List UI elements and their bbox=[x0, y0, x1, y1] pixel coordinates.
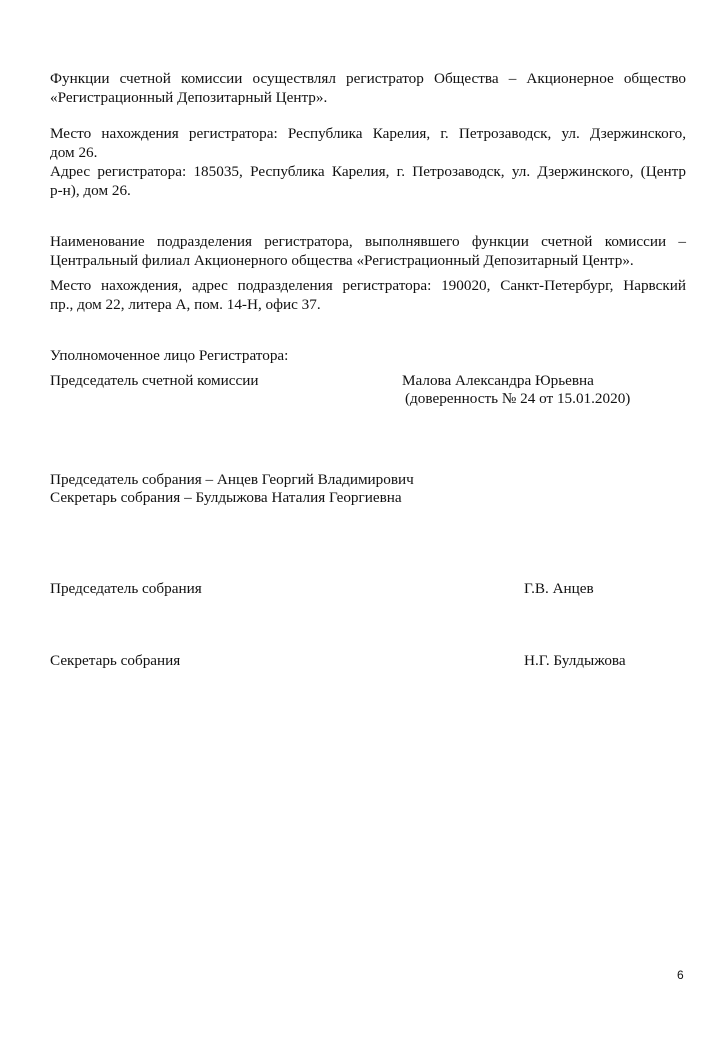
page-number: 6 bbox=[677, 968, 684, 982]
subdivision-address-paragraph bbox=[50, 276, 686, 314]
counting-commission-paragraph bbox=[50, 69, 686, 107]
secretary-signature-role: Секретарь собрания bbox=[50, 652, 181, 669]
secretary-signature-name: Н.Г. Булдыжова bbox=[524, 652, 626, 669]
subdivision-name-line-1: Наименование подразделения регистратора, выполнявшего функции счетной комиссии – bbox=[50, 233, 686, 250]
subdivision-address-line-1: Место нахождения, адрес подразделения регистратора: 190020, Санкт-Петербург, Нарвский bbox=[50, 277, 686, 294]
meeting-chairman-line: Председатель собрания – Анцев Георгий Владимирович bbox=[50, 471, 414, 488]
authorized-person-role: Председатель счетной комиссии bbox=[50, 372, 259, 389]
meeting-secretary-line: Секретарь собрания – Булдыжова Наталия Георгиевна bbox=[50, 489, 402, 506]
authorized-person-heading: Уполномоченное лицо Регистратора: bbox=[50, 347, 289, 364]
registrar-location-paragraph bbox=[50, 124, 686, 162]
registrar-address-line-2: р-н), дом 26. bbox=[50, 182, 131, 199]
authorized-person-name: Малова Александра Юрьевна bbox=[402, 372, 594, 389]
counting-commission-line-2: «Регистрационный Депозитарный Центр». bbox=[50, 89, 328, 106]
subdivision-address-line-2: пр., дом 22, литера А, пом. 14-Н, офис 37. bbox=[50, 296, 321, 313]
power-of-attorney: (доверенность № 24 от 15.01.2020) bbox=[405, 390, 631, 407]
registrar-address-line-1: Адрес регистратора: 185035, Республика Карелия, г. Петрозаводск, ул. Дзержинского, (Центр bbox=[50, 163, 686, 180]
registrar-address-paragraph bbox=[50, 162, 686, 200]
subdivision-name-line-2: Центральный филиал Акционерного общества «Регистрационный Депозитарный Центр». bbox=[50, 252, 634, 269]
chairman-signature-name: Г.В. Анцев bbox=[524, 580, 594, 597]
chairman-signature-role: Председатель собрания bbox=[50, 580, 202, 597]
subdivision-name-paragraph bbox=[50, 232, 686, 270]
counting-commission-line-1: Функции счетной комиссии осуществлял регистратор Общества – Акционерное общество bbox=[50, 70, 686, 87]
registrar-location-line-1: Место нахождения регистратора: Республика Карелия, г. Петрозаводск, ул. Дзержинского, bbox=[50, 125, 686, 142]
registrar-location-line-2: дом 26. bbox=[50, 144, 98, 161]
